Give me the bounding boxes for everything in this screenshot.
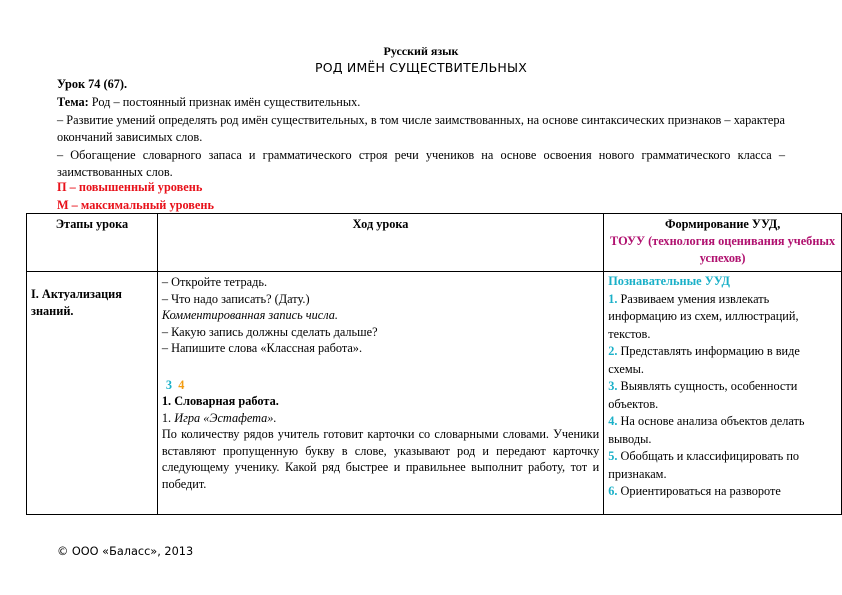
uud-item-number: 6.	[608, 484, 618, 498]
uud-item	[608, 378, 837, 413]
flow-line: – Какую запись должны сделать дальше?	[161, 324, 378, 339]
flow-line: – Что надо записать? (Дату.)	[161, 291, 310, 306]
level-maximum: М – максимальный уровень	[57, 198, 214, 212]
uud-header-line2: ТОУУ (технология оценивания учебных успехов)	[610, 234, 836, 265]
game-line	[162, 410, 599, 427]
lesson-number: Урок 74 (67).	[57, 77, 128, 91]
topic-label: Тема:	[57, 95, 89, 109]
uud-item	[608, 291, 837, 344]
uud-item	[608, 413, 837, 448]
section-title: 1. Словарная работа.	[161, 394, 279, 408]
game-description: По количеству рядов учитель готовит карточки со словарными словами. Ученики вставляют пропущенную букву в слове, указывают род и передают карточку следующему ученику. Какой ряд быстрее и правильнее выполнит работу, тот и победит.	[161, 427, 600, 491]
table-row	[27, 272, 842, 515]
flow-line: – Откройте тетрадь.	[161, 275, 268, 289]
uud-cell	[604, 272, 842, 515]
subject-title: Русский язык	[383, 44, 459, 58]
game-number: 1.	[161, 410, 175, 425]
uud-item	[608, 483, 837, 501]
marker-3: 3	[165, 377, 173, 392]
uud-item-number: 3.	[608, 379, 618, 393]
uud-item-number: 2.	[608, 344, 618, 358]
col-header-uud	[604, 214, 842, 272]
table-header-row	[27, 214, 842, 272]
uud-item-number: 1.	[608, 291, 618, 306]
level-markers	[162, 377, 599, 394]
topic-text: Род – постоянный признак имён существительных.	[88, 95, 361, 109]
lesson-description	[57, 94, 785, 182]
col-header-flow: Ход урока	[157, 214, 603, 272]
flow-cell	[157, 272, 603, 515]
col-header-stages: Этапы урока	[27, 214, 158, 272]
uud-caption: Познавательные УУД	[608, 274, 730, 288]
uud-header-line1: Формирование УУД,	[664, 217, 781, 231]
marker-4: 4	[178, 377, 185, 392]
uud-item	[608, 343, 837, 378]
uud-item-number: 5.	[608, 449, 618, 463]
copyright-footer: © ООО «Баласс», 2013	[57, 545, 194, 558]
uud-item	[608, 448, 837, 483]
goal-2: – Обогащение словарного запаса и грамматического строя речи учеников на основе освоения нового грамматического класса – заимствованных слов.	[57, 147, 785, 179]
flow-line: – Напишите слова «Классная работа».	[161, 341, 363, 355]
uud-item-text: Представлять информацию в виде схемы.	[608, 344, 800, 376]
goal-1: – Развитие умений определять род имён существительных, в том числе заимствованных, на основе синтаксических признаков – характера окончаний зависимых слов.	[57, 112, 785, 144]
uud-item-text: Ориентироваться на развороте	[617, 484, 781, 498]
lesson-table	[26, 213, 842, 515]
uud-item-text: Развиваем умения извлекать информацию из схем, иллюстраций, текстов.	[608, 291, 799, 341]
game-name: Игра «Эстафета».	[174, 410, 277, 425]
uud-item-text: Обобщать и классифицировать по признакам.	[608, 449, 800, 481]
topic-line	[57, 94, 785, 112]
uud-item-text: Выявлять сущность, особенности объектов.	[608, 379, 798, 411]
page-title: РОД ИМЁН СУЩЕСТВИТЕЛЬНЫХ	[314, 60, 528, 75]
flow-line: Комментированная запись числа.	[161, 308, 338, 322]
level-advanced: П – повышенный уровень	[57, 180, 203, 194]
uud-item-number: 4.	[608, 414, 618, 428]
stage-cell: I. Актуализация знаний.	[27, 272, 158, 515]
uud-item-text: На основе анализа объектов делать выводы.	[608, 414, 805, 446]
